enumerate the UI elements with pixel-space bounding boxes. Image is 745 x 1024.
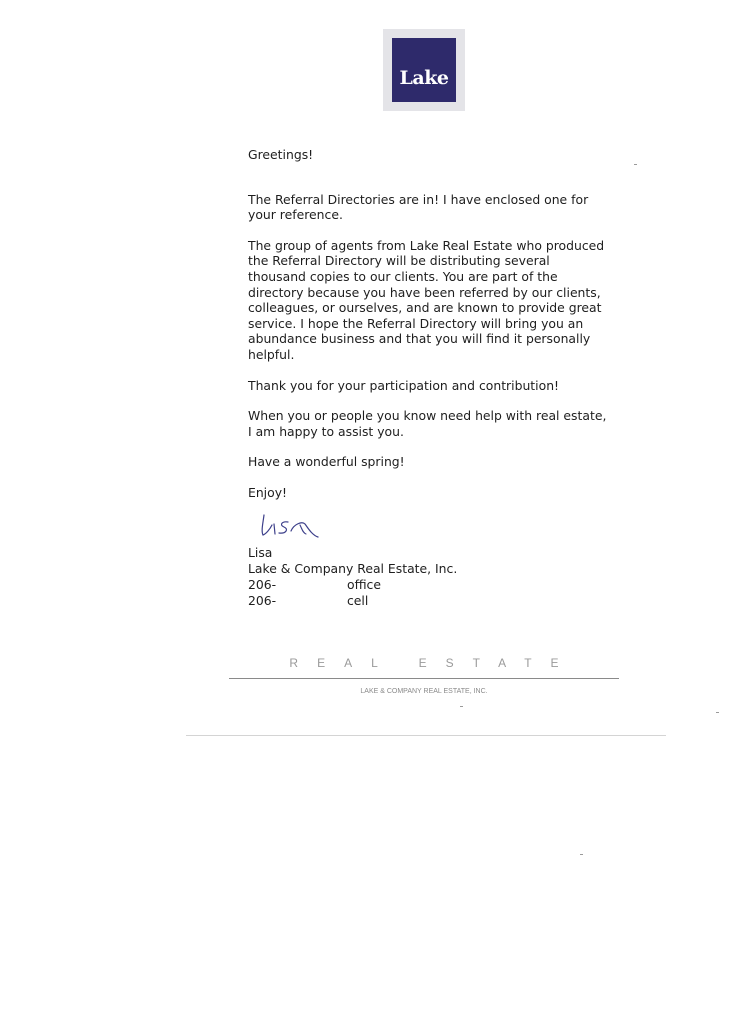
handwritten-signature [258,507,322,539]
scan-speck [580,854,583,855]
footer-tagline: REAL ESTATE [289,656,578,670]
office-label: office [347,576,381,592]
closing: Enjoy! [248,484,288,500]
cell-label: cell [347,592,369,608]
paragraph-5: Have a wonderful spring! [248,454,405,470]
company-name: Lake & Company Real Estate, Inc. [248,560,458,576]
footer-divider [229,678,619,679]
cell-phone: 206- [248,592,277,608]
scan-speck [716,712,719,713]
letter-body [248,147,608,609]
page-edge-line [186,735,666,736]
phone-row-cell [248,593,608,609]
footer-company: LAKE & COMPANY REAL ESTATE, INC. [360,688,488,695]
paragraph-2: The group of agents from Lake Real Estate who produced the Referral Directory will be distributing several thousand copies to our clients. You are part of the directory because you have been referred by our clients, colleagues, or ourselves, and are known to provide great service. I hope the Referral Directory will bring you an abundance business and that you will find it personally helpful. [248,237,605,362]
scan-speck [460,706,463,707]
signer-name: Lisa [248,544,273,560]
contact-block [248,545,608,609]
paragraph-4: When you or people you know need help with real estate, I am happy to assist you. [248,408,607,439]
paragraph-3: Thank you for your participation and contribution! [248,377,560,393]
logo-frame [383,29,465,111]
greeting: Greetings! [248,147,314,162]
scan-speck [634,164,637,165]
office-phone: 206- [248,576,277,592]
lake-logo [392,38,456,102]
logo-text: Lake [399,67,449,89]
phone-row-office [248,577,608,593]
paragraph-1: The Referral Directories are in! I have enclosed one for your reference. [248,191,589,223]
